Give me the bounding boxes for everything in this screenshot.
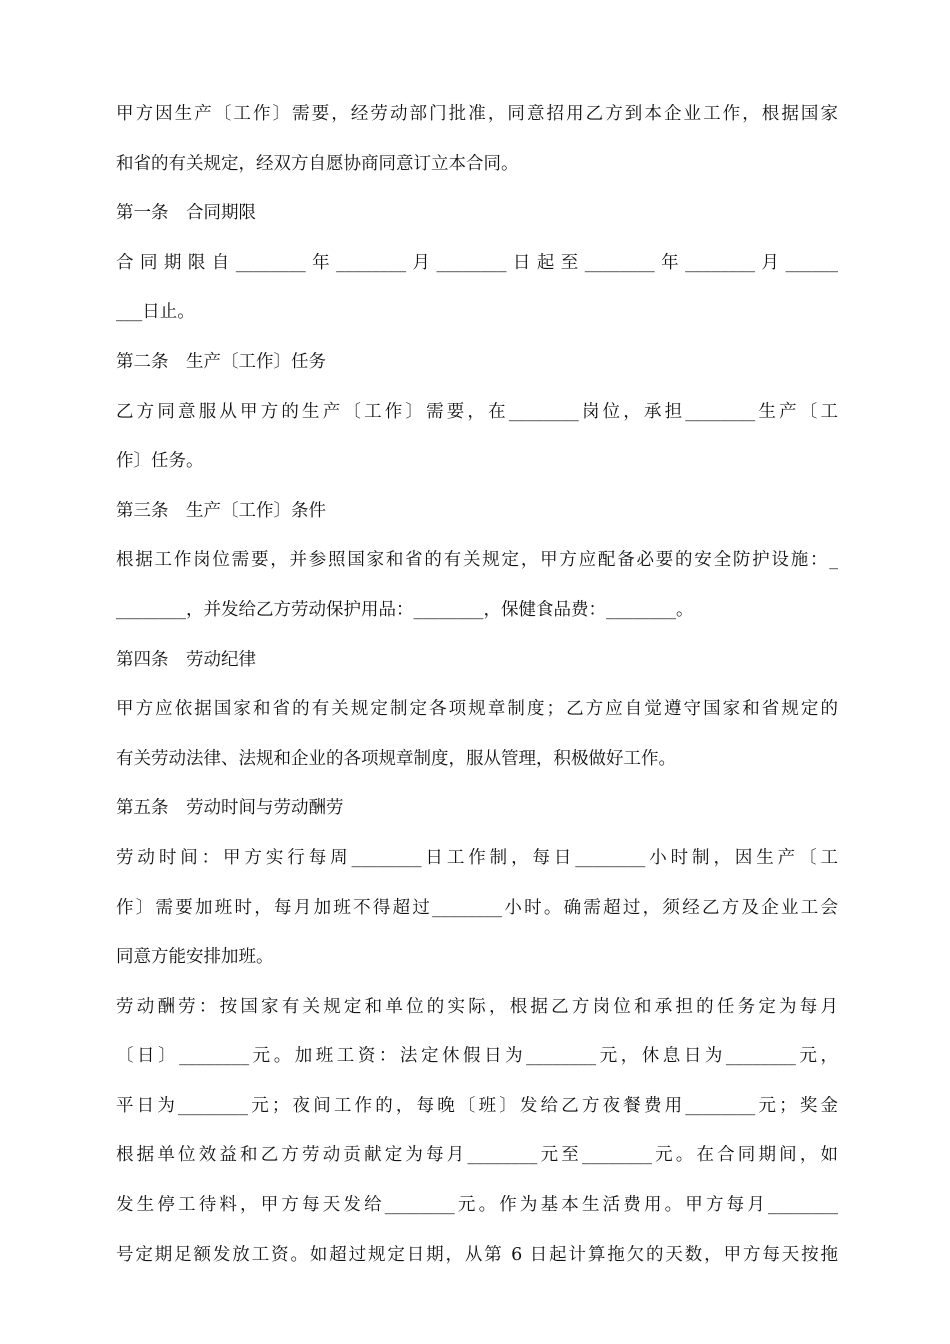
paragraph-line: 合同期限自________年________月________日起至________年________月______ [116,252,838,273]
paragraph-line: 劳动时间：甲方实行每周________日工作制，每日________小时制，因生产〔工 [116,847,838,868]
paragraph-line: 乙方同意服从甲方的生产〔工作〕需要，在________岗位，承担________生产〔工 [116,401,838,422]
paragraph-line: 同意方能安排加班。 [116,947,274,968]
paragraph-line: 号定期足额发放工资。如超过规定日期，从第 6 日起计算拖欠的天数，甲方每天按拖 [116,1244,838,1265]
paragraph-line: ________，并发给乙方劳动保护用品：________，保健食品费：________。 [116,599,694,620]
section-heading: 第五条 劳动时间与劳动酬劳 [116,798,344,819]
paragraph-line: 发生停工待料，甲方每天发给________元。作为基本生活费用。甲方每月________ [116,1195,838,1216]
paragraph-line: 〔日〕________元。加班工资：法定休假日为________元，休息日为________元， [116,1046,838,1067]
paragraph-line: 根据工作岗位需要，并参照国家和省的有关规定，甲方应配备必要的安全防护设施：_ [116,550,838,571]
section-heading: 第一条 合同期限 [116,203,256,224]
paragraph-line: 平日为________元；夜间工作的，每晚〔班〕发给乙方夜餐费用________元；奖金 [116,1095,838,1116]
paragraph-line: 有关劳动法律、法规和企业的各项规章制度，服从管理，积极做好工作。 [116,748,676,769]
paragraph-line: 甲方应依据国家和省的有关规定制定各项规章制度；乙方应自觉遵守国家和省规定的 [116,699,838,720]
paragraph-line: 根据单位效益和乙方劳动贡献定为每月________元至________元。在合同期间，如 [116,1145,838,1166]
section-heading: 第四条 劳动纪律 [116,649,256,670]
paragraph-line: 和省的有关规定，经双方自愿协商同意订立本合同。 [116,153,519,174]
paragraph-line: ___日止。 [116,302,195,323]
paragraph-line: 作〕需要加班时，每月加班不得超过________小时。确需超过，须经乙方及企业工会 [116,897,838,918]
contract-body [116,94,838,1284]
paragraph-line: 作〕任务。 [116,451,204,472]
section-heading: 第三条 生产〔工作〕条件 [116,500,326,521]
section-heading: 第二条 生产〔工作〕任务 [116,351,326,372]
paragraph-line: 劳动酬劳：按国家有关规定和单位的实际，根据乙方岗位和承担的任务定为每月 [116,996,838,1017]
paragraph-line: 甲方因生产〔工作〕需要，经劳动部门批准，同意招用乙方到本企业工作，根据国家 [116,104,838,124]
